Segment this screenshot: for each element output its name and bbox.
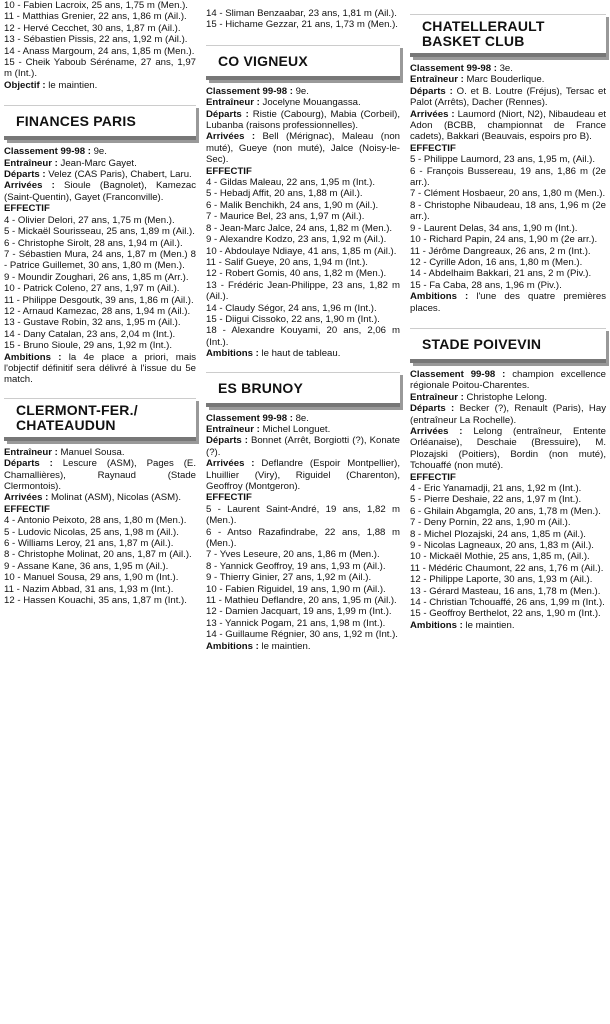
- player-entry: 8 - Jean-Marc Jalce, 24 ans, 1,82 m (Men.).: [206, 222, 393, 234]
- club-chatellerault: [410, 14, 606, 314]
- player-entry: 15 - Geoffroy Berthelot, 22 ans, 1,90 m (Int.).: [410, 608, 601, 620]
- info-line: Départs : Bonnet (Arrêt, Borgiotti (?), Konate (?).: [206, 435, 400, 458]
- player-entry: 11 - Salif Gueye, 20 ans, 1,94 m (Int.).: [206, 256, 368, 268]
- player-entry: 6 - François Bussereau, 19 ans, 1,86 m (2e arr.).: [410, 165, 606, 189]
- info-line: Entraîneur : Marc Bouderlique.: [410, 74, 545, 86]
- player-entry: 13 - Frédéric Jean-Philippe, 23 ans, 1,82 m (Ail.).: [206, 279, 400, 303]
- player-entry: 13 - Gérard Masteau, 16 ans, 1,78 m (Men.).: [410, 585, 601, 597]
- player-entry: 12 - Cyrille Adon, 16 ans, 1,80 m (Men.).: [410, 256, 583, 268]
- player-entry: 9 - Alexandre Kodzo, 23 ans, 1,92 m (Ail.).: [206, 234, 387, 246]
- player-entry: 6 - Christophe Sirolt, 28 ans, 1,94 m (Ail.).: [4, 237, 183, 249]
- info-line: Entraîneur : Christophe Lelong.: [410, 391, 548, 403]
- info-line: Classement 99-98 : champion excellence régionale Poitou-Charentes.: [410, 368, 606, 392]
- objective: Ambitions : la 4e place a priori, mais l'objectif définitif sera délivré à l'issue du 5e match.: [4, 351, 197, 386]
- player-entry: 14 - Anass Margoum, 24 ans, 1,85 m (Men.).: [4, 45, 195, 57]
- effectif-heading: EFFECTIF: [4, 503, 50, 515]
- club-finances-paris: [4, 105, 196, 386]
- player-entry: 10 - Manuel Sousa, 29 ans, 1,90 m (Int.).: [4, 572, 179, 584]
- player-entry: 9 - Nicolas Lagneaux, 20 ans, 1,83 m (Ail.).: [410, 540, 594, 552]
- player-entry: 13 - Sébastien Pissis, 22 ans, 1,92 m (Ail.).: [4, 34, 188, 46]
- player-entry: 5 - Mickaël Sourisseau, 25 ans, 1,89 m (Ail.).: [4, 226, 195, 238]
- player-entry: 13 - Yannick Pogam, 21 ans, 1,98 m (Int.).: [206, 617, 386, 629]
- player-entry: 12 - Arnaud Kamezac, 28 ans, 1,94 m (Ail.).: [4, 305, 191, 317]
- player-entry: 7 - Maurice Bel, 23 ans, 1,97 m (Ail.).: [206, 211, 365, 223]
- effectif-heading: EFFECTIF: [206, 492, 252, 504]
- player-entry: 14 - Dany Catalan, 23 ans, 2,04 m (Int.).: [4, 328, 176, 340]
- player-entry: 14 - Guillaume Régnier, 30 ans, 1,92 m (Int.).: [206, 629, 398, 641]
- info-line: Départs : Lescure (ASM), Pages (E. Chamallières), Raynaud (Stade Clermontois).: [4, 458, 196, 492]
- player-entry: 15 - Hichame Gezzar, 21 ans, 1,73 m (Men.).: [206, 19, 398, 31]
- player-entry: 9 - Assane Kane, 36 ans, 1,95 m (Ail.).: [4, 560, 169, 572]
- player-entry: 14 - Sliman Benzaabar, 23 ans, 1,81 m (Ail.).: [206, 8, 397, 19]
- player-entry: 7 - Clément Hosbaeur, 20 ans, 1,80 m (Men.).: [410, 188, 606, 200]
- player-entry: 15 - Diigui Cissoko, 22 ans, 1,90 m (Int.).: [206, 313, 380, 325]
- player-entry: 12 - Robert Gomis, 40 ans, 1,82 m (Men.).: [206, 268, 387, 280]
- player-entry: 15 - Bruno Sioule, 29 ans, 1,92 m (Int.).: [4, 340, 172, 352]
- objective: Ambitions : l'une des quatre premières places.: [410, 291, 606, 314]
- player-entry: 9 - Laurent Delas, 34 ans, 1,90 m (Int.).: [410, 222, 578, 234]
- player-entry: 5 - Philippe Laumord, 23 ans, 1,95 m, (Ail.).: [410, 154, 596, 166]
- column-2: [206, 0, 400, 656]
- player-entry: 6 - Ghilain Abgamgla, 20 ans, 1,78 m (Men.).: [410, 505, 601, 517]
- club-title: CLERMONT-FER./ CHATEAUDUN: [4, 398, 196, 441]
- info-line: Entraîneur : Manuel Sousa.: [4, 446, 125, 458]
- effectif-heading: EFFECTIF: [410, 142, 456, 154]
- player-entry: 5 - Hebadj Affit, 20 ans, 1,88 m (Ail.).: [206, 188, 363, 200]
- info-line: Arrivées : Bell (Mérignac), Maleau (non muté), Gueye (non muté), Jalce (Noisy-le-Sec).: [206, 131, 400, 166]
- column-1: [4, 0, 196, 610]
- player-entry: 12 - Damien Jacquart, 19 ans, 1,99 m (Int.).: [206, 606, 392, 618]
- info-line: Arrivées : Molinat (ASM), Nicolas (ASM).: [4, 492, 182, 504]
- info-line: Classement 99-98 : 3e.: [410, 63, 513, 74]
- objective: Ambitions : le haut de tableau.: [206, 348, 341, 360]
- player-entry: 15 - Fa Caba, 28 ans, 1,96 m (Piv.).: [410, 279, 562, 291]
- player-entry: 6 - Malik Benchikh, 24 ans, 1,90 m (Ail.).: [206, 199, 379, 211]
- club-es-brunoy: [206, 372, 400, 653]
- player-entry: 8 - Christophe Molinat, 20 ans, 1,87 m (Ail.).: [4, 549, 192, 561]
- player-entry: 12 - Hervé Cecchet, 30 ans, 1,87 m (Ail.).: [4, 22, 181, 34]
- player-entry: 10 - Mickaël Mothie, 25 ans, 1,85 m, (Ail.).: [410, 551, 590, 563]
- effectif-heading: EFFECTIF: [4, 203, 50, 215]
- club-title: CO VIGNEUX: [206, 45, 400, 80]
- info-line: Arrivées : Deflandre (Espoir Montpellier), Lhuillier (Viry), Riguidel (Charenton), Geoffroy (Montgeron).: [206, 458, 400, 492]
- club-title: FINANCES PARIS: [4, 105, 196, 140]
- club-clermont-chateaudun: [4, 398, 196, 607]
- info-line: Arrivées : Laumord (Niort, N2), Nibaudeau et Adon (BCBB, championnat de France cadets), Bakkari (Beauvais, espoirs pro B).: [410, 108, 606, 143]
- club-title: STADE POIVEVIN: [410, 328, 606, 363]
- player-entry: 4 - Olivier Delori, 27 ans, 1,75 m (Men.).: [4, 214, 175, 226]
- player-entry: 5 - Pierre Deshaie, 22 ans, 1,97 m (Int.).: [410, 494, 582, 506]
- info-line: Classement 99-98 : 9e.: [4, 146, 107, 158]
- player-entry: 8 - Yannick Geoffroy, 19 ans, 1,93 m (Ail.).: [206, 560, 386, 572]
- objective: Ambitions : le maintien.: [206, 640, 311, 652]
- club-title: ES BRUNOY: [206, 372, 400, 407]
- info-line: Départs : Becker (?), Renault (Paris), Hay (entraîneur La Rochelle).: [410, 403, 606, 426]
- player-entry: 15 - Cheik Yaboub Séréname, 27 ans, 1,97 m (Int.).: [4, 57, 196, 80]
- player-entry: 11 - Médéric Chaumont, 22 ans, 1,76 m (Ail.).: [410, 562, 604, 574]
- info-line: Départs : Ristie (Cabourg), Mabia (Corbeil), Lubanba (raisons professionnelles).: [206, 108, 401, 132]
- player-entry: 14 - Abdelhaim Bakkari, 21 ans, 2 m (Piv.).: [410, 268, 592, 280]
- player-entry: 10 - Fabien Riguidel, 19 ans, 1,90 m (Ail.).: [206, 583, 386, 595]
- player-entry: 10 - Richard Papin, 24 ans, 1,90 m (2e arr.).: [410, 234, 598, 246]
- player-entry: 4 - Eric Yanamadji, 21 ans, 1,92 m (Int.).: [410, 483, 582, 494]
- info-line: Entraîneur : Jocelyne Mouangassa.: [206, 97, 361, 109]
- player-entry: 12 - Philippe Laporte, 30 ans, 1,93 m (Ail.).: [410, 574, 593, 586]
- info-line: Arrivées : Lelong (entraîneur, Entente Orléanaise), Deschaie (Bressuire), M. Plozajski (Poitiers), Bordin (non muté), Tchouaffé (non muté).: [410, 425, 607, 472]
- player-entry: 14 - Claudy Ségor, 24 ans, 1,96 m (Int.).: [206, 302, 377, 314]
- player-entry: 7 - Yves Leseure, 20 ans, 1,86 m (Men.).: [206, 549, 380, 561]
- club-continued: [4, 0, 196, 91]
- player-entry: 14 - Christian Tchouaffé, 26 ans, 1,99 m (Int.).: [410, 597, 605, 609]
- player-entry: 9 - Moundir Zoughari, 26 ans, 1,85 m (Arr.).: [4, 271, 189, 283]
- player-entry: 10 - Fabien Lacroix, 25 ans, 1,75 m (Men.).: [4, 0, 188, 11]
- player-entry: 9 - Thierry Ginier, 27 ans, 1,92 m (Ail.).: [206, 572, 372, 584]
- player-entry: 18 - Alexandre Kouyami, 20 ans, 2,06 m (Int.).: [206, 325, 400, 348]
- player-entry: 11 - Philippe Desgoutk, 39 ans, 1,86 m (Ail.).: [4, 294, 194, 306]
- player-entry: 6 - Antso Razafindrabe, 22 ans, 1,88 m (Men.).: [206, 526, 400, 550]
- player-entry: 4 - Gildas Maleau, 22 ans, 1,95 m (Int.).: [206, 177, 376, 189]
- player-entry: 6 - Williams Leroy, 21 ans, 1,87 m (Ail.).: [4, 538, 174, 550]
- column-3: [410, 0, 606, 635]
- player-entry: 10 - Patrick Coleno, 27 ans, 1,97 m (Ail.).: [4, 283, 180, 295]
- effectif-heading: EFFECTIF: [206, 165, 252, 177]
- player-entry: 10 - Abdoulaye Ndiaye, 41 ans, 1,85 m (Ail.).: [206, 245, 397, 257]
- info-line: Départs : O. et B. Loutre (Fréjus), Tersac et Palot (Arrêts), Dacher (Rennes).: [410, 85, 606, 109]
- info-line: Arrivées : Sioule (Bagnolet), Kamezac (Saint-Quentin), Gayet (Franconville).: [4, 180, 197, 203]
- info-line: Entraîneur : Jean-Marc Gayet.: [4, 157, 137, 169]
- player-entry: 8 - Michel Plozajski, 24 ans, 1,85 m (Ail.).: [410, 528, 586, 540]
- player-entry: 8 - Christophe Nibaudeau, 18 ans, 1,96 m (2e arr.).: [410, 199, 606, 223]
- info-line: Classement 99-98 : 9e.: [206, 85, 309, 97]
- player-entry: 11 - Matthias Grenier, 22 ans, 1,86 m (Ail.).: [4, 11, 187, 23]
- player-entry: 11 - Jérôme Dangreaux, 26 ans, 2 m (Int.).: [410, 245, 591, 257]
- objective: Ambitions : le maintien.: [410, 619, 515, 631]
- player-entry: 4 - Antonio Peixoto, 28 ans, 1,80 m (Men.).: [4, 515, 187, 527]
- club-co-vigneux: [206, 45, 400, 360]
- player-entry: 5 - Laurent Saint-André, 19 ans, 1,82 m (Men.).: [206, 503, 400, 527]
- info-line: Entraîneur : Michel Longuet.: [206, 423, 331, 435]
- player-entry: 13 - Gustave Robin, 32 ans, 1,95 m (Ail.).: [4, 317, 181, 329]
- info-line: Départs : Velez (CAS Paris), Chabert, Laru.: [4, 169, 192, 181]
- player-entry: 11 - Mathieu Deflandre, 20 ans, 1,95 m (Ail.).: [206, 595, 397, 607]
- club-continued: [206, 8, 400, 31]
- player-entry: 11 - Nazim Abbad, 31 ans, 1,93 m (Int.).: [4, 583, 174, 595]
- player-entry: 5 - Ludovic Nicolas, 25 ans, 1,98 m (Ail.).: [4, 526, 179, 538]
- club-stade-poitevin: [410, 328, 606, 631]
- objective: Objectif : le maintien.: [4, 79, 98, 91]
- effectif-heading: EFFECTIF: [410, 471, 456, 483]
- player-entry: 7 - Sébastien Mura, 24 ans, 1,87 m (Men.) 8 - Patrice Guillemet, 30 ans, 1,80 m (Men.).: [4, 248, 196, 272]
- player-entry: 12 - Hassen Kouachi, 35 ans, 1,87 m (Int.).: [4, 595, 187, 607]
- info-line: Classement 99-98 : 8e.: [206, 412, 309, 424]
- player-entry: 7 - Deny Pornin, 22 ans, 1,90 m (Ail.).: [410, 517, 571, 529]
- club-title: CHATELLERAULT BASKET CLUB: [410, 14, 606, 57]
